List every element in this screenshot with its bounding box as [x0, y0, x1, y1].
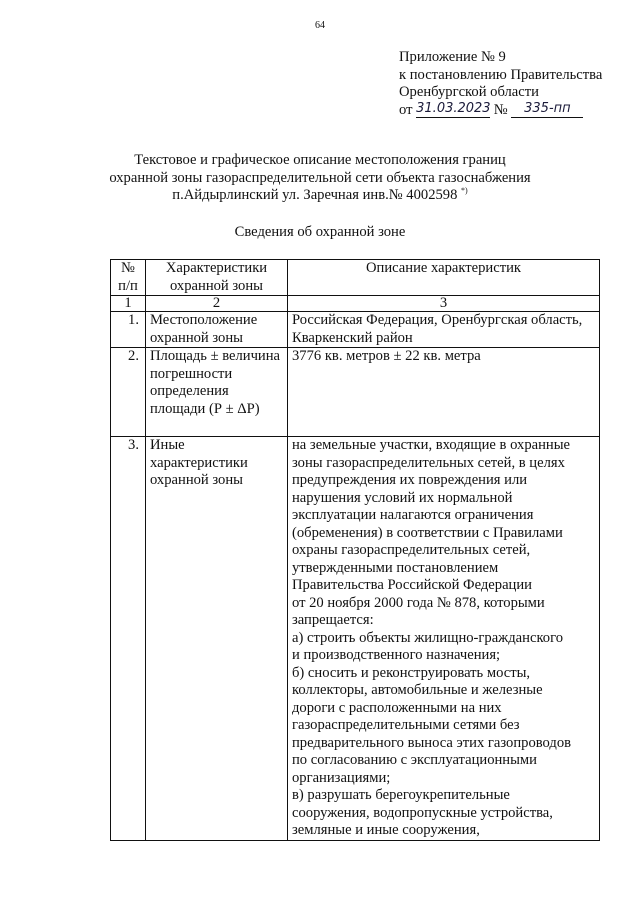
description-line: б) сносить и реконструировать мосты,	[292, 664, 531, 681]
handwritten-date: 31.03.2023	[416, 102, 490, 120]
page-number: 64	[315, 20, 325, 31]
table-row	[111, 312, 600, 348]
row-characteristic: Местоположение охранной зоны	[146, 312, 288, 348]
protection-zone-table	[110, 259, 600, 841]
number-prefix: №	[493, 101, 508, 118]
description-line: в) разрушать берегоукрепительные	[292, 787, 510, 803]
header-description: Описание характеристик	[288, 260, 600, 296]
description-line: запрещается:	[292, 612, 374, 628]
description-line: эксплуатации налагаются ограничения	[292, 507, 534, 523]
description-line: нарушения условий их нормальной	[292, 489, 513, 506]
description-line: Правительства Российской Федерации	[292, 577, 532, 593]
description-line: по согласованию с эксплуатационными	[292, 752, 537, 768]
description-line: а) строить объекты жилищно-гражданского	[292, 629, 564, 646]
row-number: 3.	[111, 437, 146, 841]
title-line-2: охранной зоны газораспределительной сети объекта газоснабжения	[109, 169, 531, 186]
footnote-mark: *)	[461, 186, 468, 196]
appendix-header	[399, 49, 629, 119]
description-line: предварительного выноса этих газопроводов	[292, 734, 572, 751]
description-line: предупреждения их повреждения или	[292, 472, 528, 488]
description-line: (обременения) в соответствии с Правилами	[292, 524, 563, 541]
section-subtitle: Сведения об охранной зоне	[234, 224, 406, 240]
handwritten-number: 335-пп	[511, 102, 583, 120]
description-line: сооружения, водопропускные устройства,	[292, 804, 553, 821]
column-index: 3	[288, 296, 600, 312]
table-row	[111, 437, 600, 841]
appendix-title: Приложение № 9	[399, 49, 506, 65]
date-prefix: от	[399, 101, 413, 118]
table-header-row	[111, 260, 600, 296]
description-line: организациями;	[292, 769, 391, 786]
description-line: и производственного назначения;	[292, 647, 501, 663]
column-index: 1	[111, 296, 146, 312]
appendix-region: Оренбургской области	[399, 84, 539, 100]
row-characteristic: Площадь ± величина погрешности определения площади (Р ± ΔР)	[146, 348, 288, 437]
row-description: 3776 кв. метров ± 22 кв. метра	[288, 348, 600, 437]
column-index: 2	[146, 296, 288, 312]
resolution-date-number	[399, 102, 629, 120]
title-line-1: Текстовое и графическое описание местоположения границ	[134, 152, 506, 168]
title-line-3: п.Айдырлинский ул. Заречная инв.№ 4002598 *)	[172, 186, 468, 203]
row-description	[288, 437, 600, 841]
row-characteristic: Иные характеристики охранной зоны	[146, 437, 288, 841]
header-characteristic: Характеристики охранной зоны	[146, 260, 288, 296]
row-number: 2.	[111, 348, 146, 437]
description-line: утвержденными постановлением	[292, 559, 499, 576]
table-row	[111, 348, 600, 437]
description-line: на земельные участки, входящие в охранные	[292, 437, 571, 453]
row-number: 1.	[111, 312, 146, 348]
appendix-resolution-ref: к постановлению Правительства	[399, 66, 603, 83]
description-line: земляные и иные сооружения,	[292, 822, 480, 838]
row-description: Российская Федерация, Оренбургская область, Кваркенский район	[288, 312, 600, 348]
description-line: дороги с расположенными на них	[292, 699, 502, 716]
column-index-row	[111, 296, 600, 312]
description-line: зоны газораспределительных сетей, в целях	[292, 454, 565, 471]
header-number: № п/п	[111, 260, 146, 296]
description-line: коллекторы, автомобильные и железные	[292, 682, 543, 698]
description-line: охраны газораспределительных сетей,	[292, 542, 531, 558]
document-title	[60, 152, 580, 205]
description-line: от 20 ноября 2000 года № 878, которыми	[292, 594, 545, 611]
description-line: газораспределительными сетями без	[292, 717, 520, 733]
